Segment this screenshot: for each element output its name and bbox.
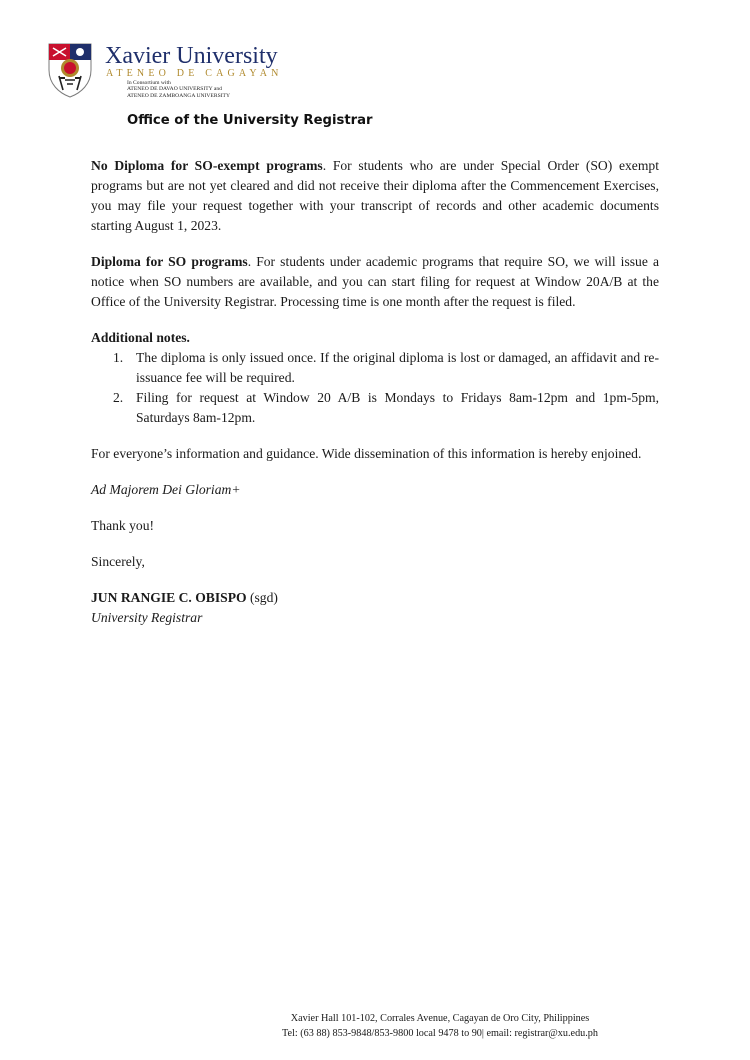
letterhead	[47, 42, 347, 102]
notes-heading: Additional notes.	[91, 330, 190, 345]
list-text: Filing for request at Window 20 A/B is Mondays to Fridays 8am-12pm and 1pm-5pm, Saturdays 8am-12pm.	[136, 390, 659, 425]
paragraph-heading: No Diploma for SO-exempt programs	[91, 158, 323, 173]
signatory-title: University Registrar	[91, 610, 203, 625]
letter-body	[91, 156, 659, 628]
paragraph-heading: Diploma for SO programs	[91, 254, 248, 269]
motto-text: Ad Majorem Dei Gloriam+	[91, 482, 241, 497]
list-number: 1.	[113, 350, 124, 365]
consortium-note	[127, 80, 230, 99]
university-subtitle: ATENEO DE CAGAYAN	[106, 68, 283, 79]
signatory	[91, 588, 659, 608]
thanks: Thank you!	[91, 518, 155, 533]
notes-list	[91, 348, 659, 428]
signatory-sgd: (sgd)	[246, 590, 278, 605]
list-text: The diploma is only issued once. If the original diploma is lost or damaged, an affidavit and re-issuance fee will be required.	[136, 350, 659, 385]
signatory-name: JUN RANGIE C. OBISPO	[91, 590, 247, 605]
list-number: 2.	[113, 390, 124, 405]
signatory-title-line	[91, 608, 659, 628]
xu-crest-logo	[47, 42, 93, 98]
consortium-line: ATENEO DE ZAMBOANGA UNIVERSITY	[127, 92, 231, 99]
footer-address: Xavier Hall 101-102, Corrales Avenue, Cagayan de Oro City, Philippines	[290, 1013, 590, 1024]
footer-contact: Tel: (63 88) 853-9848/853-9800 local 9478 to 90| email: registrar@xu.edu.ph	[282, 1027, 598, 1039]
paragraph-so-exempt	[91, 156, 659, 236]
info-paragraph: For everyone’s information and guidance. Wide dissemination of this information is hereby enjoined.	[91, 446, 642, 461]
footer	[0, 1012, 750, 1041]
consortium-line: In Consortium with	[127, 80, 171, 86]
paragraph-text: . For students under academic programs that require SO, we will issue a notice when SO numbers are available, and you can start filing for request at Window 20A/B at the Office of the University Registrar. Processing time is one month after the request is filed.	[91, 254, 659, 309]
list-item	[91, 388, 659, 428]
university-name: Xavier University	[105, 43, 278, 69]
office-title: Office of the University Registrar	[127, 113, 373, 128]
list-item	[91, 348, 659, 388]
motto	[91, 480, 659, 500]
consortium-line: ATENEO DE DAVAO UNIVERSITY and	[127, 86, 222, 93]
paragraph-so-programs	[91, 252, 659, 312]
sincerely: Sincerely,	[91, 554, 145, 569]
paragraph-text: . For students who are under Special Order (SO) exempt programs but are not yet cleared and did not receive their diploma after the Commencement Exercises, you may file your request together with your transcript of records and other academic documents starting August 1, 2023.	[91, 158, 659, 233]
